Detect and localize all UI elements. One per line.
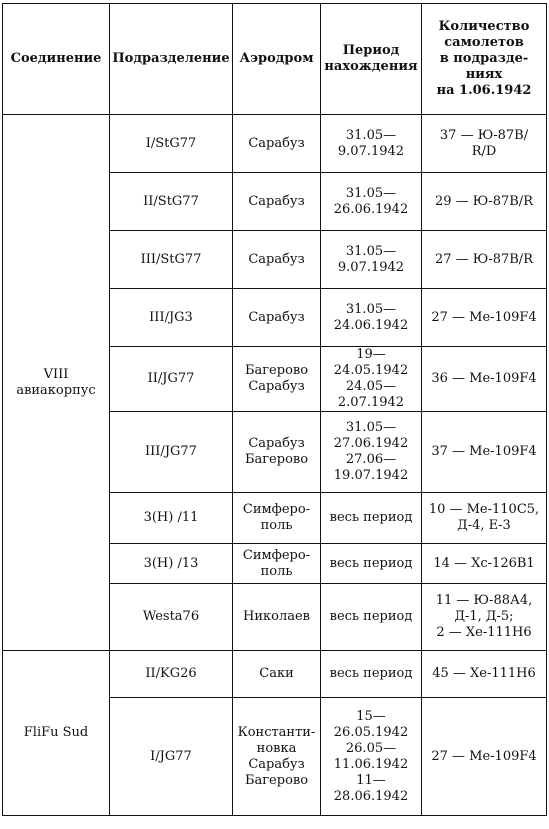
airfield-cell: Сарабуз [233,231,321,289]
header-formation: Соединение [3,4,110,115]
airfield-cell: Симферо- поль [233,493,321,544]
period-cell: 31.05— 9.07.1942 [321,231,422,289]
period-cell: весь период [321,584,422,651]
period-cell: 31.05— 24.06.1942 [321,289,422,347]
unit-cell: 3(H) /11 [110,493,233,544]
period-cell: 19—24.05.1942 24.05— 2.07.1942 [321,347,422,412]
aircraft-count-cell: 27 — Ю-87B/R [422,231,547,289]
header-aircraft-count: Количество самолетов в подразде- ниях на 1.06.1942 [422,4,547,115]
airfield-cell: Константи- новка Сарабуз Багерово [233,698,321,816]
period-cell: весь период [321,651,422,698]
aviation-units-table [2,3,547,816]
unit-cell: III/JG77 [110,412,233,493]
aircraft-count-cell: 37 — Ме-109F4 [422,412,547,493]
header-airfield: Аэродром [233,4,321,115]
aircraft-count-cell: 10 — Ме-110C5, Д-4, Е-3 [422,493,547,544]
header-period: Период нахождения [321,4,422,115]
period-cell: весь период [321,544,422,584]
period-cell: 15—26.05.1942 26.05— 11.06.1942 11—28.06.1942 [321,698,422,816]
period-cell: 31.05— 26.06.1942 [321,173,422,231]
aircraft-count-cell: 14 — Хс-126В1 [422,544,547,584]
aircraft-count-cell: 45 — Хе-111Н6 [422,651,547,698]
airfield-cell: Саки [233,651,321,698]
aircraft-count-cell: 36 — Ме-109F4 [422,347,547,412]
unit-cell: II/StG77 [110,173,233,231]
aircraft-count-cell: 37 — Ю-87B/ R/D [422,115,547,173]
aircraft-count-cell: 11 — Ю-88А4, Д-1, Д-5; 2 — Хе-111Н6 [422,584,547,651]
period-cell: 31.05— 9.07.1942 [321,115,422,173]
unit-cell: II/JG77 [110,347,233,412]
airfield-cell: Сарабуз [233,173,321,231]
period-cell: 31.05— 27.06.1942 27.06— 19.07.1942 [321,412,422,493]
formation-cell: VIII авиакорпус [3,115,110,651]
airfield-cell: Багерово Сарабуз [233,347,321,412]
aircraft-count-cell: 27 — Ме-109F4 [422,289,547,347]
unit-cell: 3(H) /13 [110,544,233,584]
unit-cell: III/StG77 [110,231,233,289]
aircraft-count-cell: 29 — Ю-87B/R [422,173,547,231]
header-row [3,4,547,115]
unit-cell: III/JG3 [110,289,233,347]
airfield-cell: Сарабуз [233,115,321,173]
table-row [3,115,547,173]
formation-cell: FliFu Sud [3,651,110,816]
airfield-cell: Николаев [233,584,321,651]
header-unit: Подразделение [110,4,233,115]
aircraft-count-cell: 27 — Ме-109F4 [422,698,547,816]
airfield-cell: Сарабуз [233,289,321,347]
unit-cell: II/KG26 [110,651,233,698]
unit-cell: I/StG77 [110,115,233,173]
unit-cell: I/JG77 [110,698,233,816]
unit-cell: Westa76 [110,584,233,651]
table-row [3,651,547,698]
airfield-cell: Сарабуз Багерово [233,412,321,493]
period-cell: весь период [321,493,422,544]
table-body [3,115,547,816]
airfield-cell: Симферо- поль [233,544,321,584]
